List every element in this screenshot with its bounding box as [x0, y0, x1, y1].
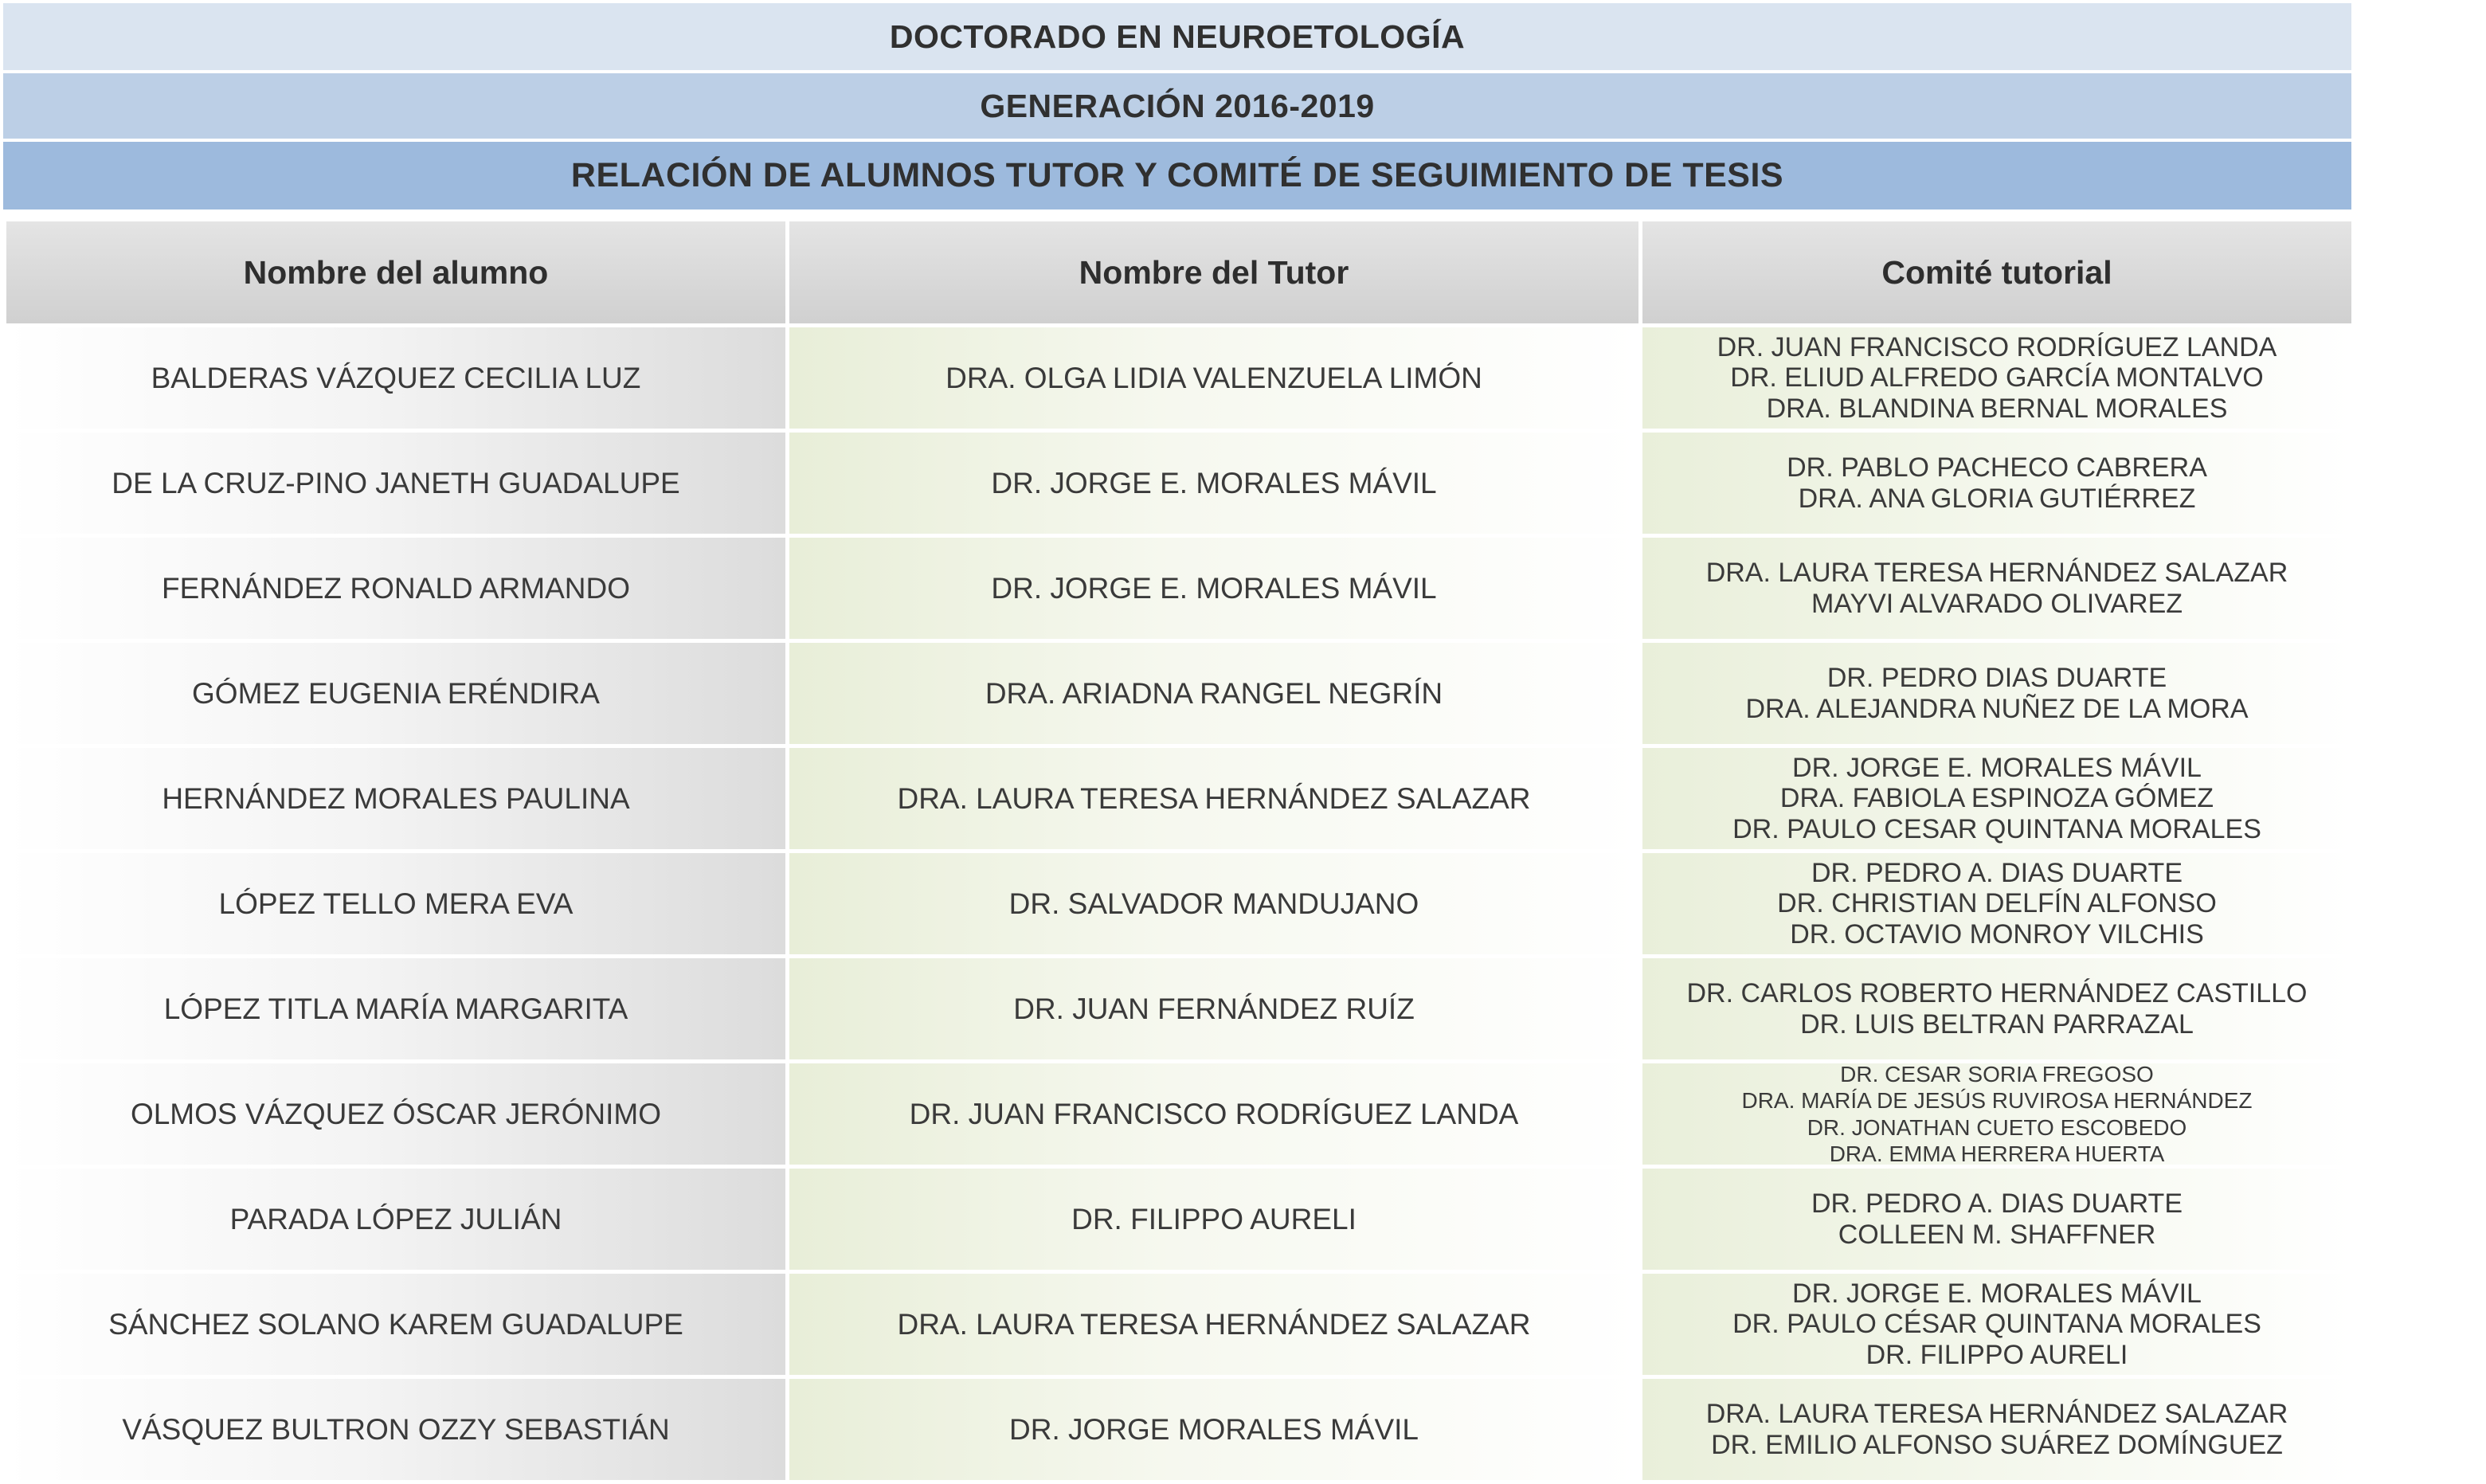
committee-member: DR. JORGE E. MORALES MÁVIL: [1792, 753, 2202, 784]
students-table: [6, 221, 2351, 1480]
tutor-name-cell: DRA. ARIADNA RANGEL NEGRÍN: [789, 643, 1638, 744]
tutor-name-cell: DR. JUAN FRANCISCO RODRÍGUEZ LANDA: [789, 1063, 1638, 1165]
committee-cell: [1642, 1274, 2351, 1375]
committee-member: DR. ELIUD ALFREDO GARCÍA MONTALVO: [1730, 362, 2264, 394]
column-header-committee: Comité tutorial: [1642, 221, 2351, 323]
committee-member: DR. CARLOS ROBERTO HERNÁNDEZ CASTILLO: [1686, 978, 2308, 1009]
committee-member: DR. CESAR SORIA FREGOSO: [1840, 1062, 2154, 1087]
committee-member: DR. PEDRO A. DIAS DUARTE: [1811, 858, 2183, 889]
committee-member: DR. PEDRO A. DIAS DUARTE: [1811, 1188, 2183, 1220]
tutor-name-cell: DR. SALVADOR MANDUJANO: [789, 853, 1638, 954]
student-name-cell: LÓPEZ TELLO MERA EVA: [6, 853, 785, 954]
student-name-cell: SÁNCHEZ SOLANO KAREM GUADALUPE: [6, 1274, 785, 1375]
column-header-tutor: Nombre del Tutor: [789, 221, 1638, 323]
committee-cell: [1642, 1379, 2351, 1480]
committee-member: DR. PABLO PACHECO CABRERA: [1787, 452, 2207, 484]
student-name-cell: VÁSQUEZ BULTRON OZZY SEBASTIÁN: [6, 1379, 785, 1480]
committee-member: DRA. LAURA TERESA HERNÁNDEZ SALAZAR: [1705, 1399, 2288, 1430]
committee-member: DRA. ALEJANDRA NUÑEZ DE LA MORA: [1745, 693, 2249, 724]
committee-member: DR. LUIS BELTRAN PARRAZAL: [1800, 1008, 2194, 1040]
tutor-name-cell: DR. JORGE E. MORALES MÁVIL: [789, 433, 1638, 534]
student-name-cell: LÓPEZ TITLA MARÍA MARGARITA: [6, 958, 785, 1059]
committee-cell: [1642, 1169, 2351, 1270]
committee-member: DR. PAULO CÉSAR QUINTANA MORALES: [1732, 1309, 2261, 1340]
committee-cell: [1642, 538, 2351, 639]
student-name-cell: HERNÁNDEZ MORALES PAULINA: [6, 748, 785, 849]
committee-cell: [1642, 1063, 2351, 1165]
committee-member: DR. CHRISTIAN DELFÍN ALFONSO: [1777, 888, 2217, 919]
generation-title: GENERACIÓN 2016-2019: [3, 73, 2351, 139]
committee-member: DR. OCTAVIO MONROY VILCHIS: [1790, 918, 2204, 950]
committee-cell: [1642, 748, 2351, 849]
column-header-student: Nombre del alumno: [6, 221, 785, 323]
student-name-cell: BALDERAS VÁZQUEZ CECILIA LUZ: [6, 327, 785, 429]
committee-member: DRA. MARÍA DE JESÚS RUVIROSA HERNÁNDEZ: [1741, 1088, 2253, 1114]
tutor-name-cell: DR. JORGE E. MORALES MÁVIL: [789, 538, 1638, 639]
tutor-name-cell: DRA. LAURA TERESA HERNÁNDEZ SALAZAR: [789, 1274, 1638, 1375]
table-subtitle: RELACIÓN DE ALUMNOS TUTOR Y COMITÉ DE SEGUIMIENTO DE TESIS: [3, 142, 2351, 209]
committee-member: DR. PAULO CESAR QUINTANA MORALES: [1732, 813, 2261, 844]
committee-member: DRA. FABIOLA ESPINOZA GÓMEZ: [1779, 783, 2214, 814]
student-name-cell: OLMOS VÁZQUEZ ÓSCAR JERÓNIMO: [6, 1063, 785, 1165]
committee-cell: [1642, 958, 2351, 1059]
tutor-name-cell: DR. JORGE MORALES MÁVIL: [789, 1379, 1638, 1480]
tutor-name-cell: DR. JUAN FERNÁNDEZ RUÍZ: [789, 958, 1638, 1059]
committee-member: DRA. ANA GLORIA GUTIÉRREZ: [1798, 483, 2196, 514]
committee-member: DR. JONATHAN CUETO ESCOBEDO: [1807, 1114, 2187, 1140]
committee-member: DR. PEDRO DIAS DUARTE: [1826, 663, 2167, 694]
student-name-cell: DE LA CRUZ-PINO JANETH GUADALUPE: [6, 433, 785, 534]
tutor-name-cell: DRA. LAURA TERESA HERNÁNDEZ SALAZAR: [789, 748, 1638, 849]
student-name-cell: FERNÁNDEZ RONALD ARMANDO: [6, 538, 785, 639]
student-name-cell: GÓMEZ EUGENIA ERÉNDIRA: [6, 643, 785, 744]
committee-cell: [1642, 327, 2351, 429]
student-name-cell: PARADA LÓPEZ JULIÁN: [6, 1169, 785, 1270]
committee-member: MAYVI ALVARADO OLIVAREZ: [1811, 588, 2183, 619]
committee-member: DR. EMILIO ALFONSO SUÁREZ DOMÍNGUEZ: [1711, 1429, 2283, 1460]
committee-cell: [1642, 433, 2351, 534]
committee-member: DR. JUAN FRANCISCO RODRÍGUEZ LANDA: [1717, 332, 2277, 363]
committee-member: DR. FILIPPO AURELI: [1865, 1339, 2128, 1370]
committee-member: DR. JORGE E. MORALES MÁVIL: [1792, 1278, 2202, 1310]
committee-cell: [1642, 853, 2351, 954]
tutor-name-cell: DR. FILIPPO AURELI: [789, 1169, 1638, 1270]
committee-member: DRA. BLANDINA BERNAL MORALES: [1766, 393, 2228, 424]
committee-member: DRA. EMMA HERRERA HUERTA: [1829, 1141, 2165, 1166]
committee-member: COLLEEN M. SHAFFNER: [1838, 1219, 2156, 1250]
committee-cell: [1642, 643, 2351, 744]
program-title: DOCTORADO EN NEUROETOLOGÍA: [3, 3, 2351, 70]
committee-member: DRA. LAURA TERESA HERNÁNDEZ SALAZAR: [1705, 558, 2288, 589]
tutor-name-cell: DRA. OLGA LIDIA VALENZUELA LIMÓN: [789, 327, 1638, 429]
